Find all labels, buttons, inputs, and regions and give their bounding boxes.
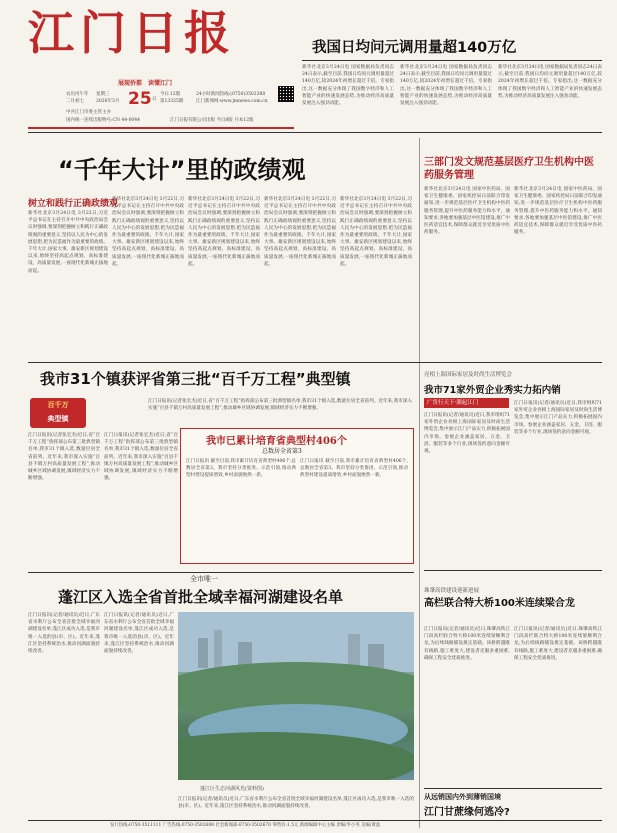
- expo-tag: 广货行天下·潮起江门: [424, 398, 509, 408]
- footer-story-title: 从远销国内外到薄销国境: [424, 792, 501, 801]
- logo-line-1: 百千万: [47, 400, 69, 409]
- expo-headline: 我市71家外贸企业秀实力拓内销: [424, 385, 561, 396]
- footer-info: 发行热线:0750-3511111 广告热线:0750-3502688 社会新闻部:0750-3502670 零售价:1.5元 新闻编辑中心主编 责编/李小英 美编/黄盈: [110, 823, 381, 828]
- masthead-divider: [28, 127, 294, 129]
- lead-headline: 我国日均问元调用量超140万亿: [312, 40, 517, 56]
- news-hotline: 24小时新闻热线:(0750)3502388: [196, 92, 266, 97]
- section-rule-2: [28, 362, 602, 363]
- third-kicker: 全市唯一: [190, 575, 218, 583]
- website: 江门新闻网:www.jmnews.com.cn: [196, 99, 268, 104]
- health-body-col1: 新华社北京3月24日电 国家中医药局、国家卫生健康委、国家疾控局日前联合印发通知,进一步规范基层医疗卫生机构中医药服务管理,提升中医药服务能力和水平。通知要求,各地要加强基层中医馆建设,推广中医药适宜技术,保障群众就近享受优质中医药服务。: [424, 187, 510, 236]
- river-lake-illustration: [178, 612, 414, 780]
- third-body-col2: 江门日报讯(记者/通讯员)近日,广东省水利厅公布全省首批全域幸福河湖建设名单,蓬江区成功入选,是我市唯一入选的县(市、区)。近年来,蓬江区坚持系统治水,推动河湖面貌持续改善。: [104, 613, 174, 655]
- section-rule-5: [424, 788, 602, 789]
- health-headline: 三部门发文规范基层医疗卫生机构中医药服务管理: [424, 157, 594, 181]
- third-headline: 蓬江区入选全省首批全域幸福河湖建设名单: [58, 588, 344, 606]
- main-body-col3: 新华社北京3月24日电 3月22日,习近平总书记在主持召开中共中央政治局会议时强调,要深刻把握树立和践行正确政绩观的重要意义,坚持以人民为中心的发展思想,把为民造福作为最重要的政绩。千年大计,国家大事。雄安新区规划建设以来,始终坚持高起点规划、高标准建设、高质量发展,一座现代化新城正拔地而起。: [188, 197, 260, 267]
- inset-headline: 我市已累计培育省典型村406个: [206, 436, 347, 447]
- bridge-body-col2: 江门日报讯(记者/通讯员)近日,珠肇高铁江门段高栏联合特大桥100米连续梁顺利合龙,为后续线路铺设奠定基础。该桥跨越既有线路,施工难度大,建设者克服多重困难,确保工程安全优质推进。: [514, 627, 602, 661]
- sidebar-headline: 树立和践行正确政绩观: [28, 199, 119, 209]
- column-divider: [419, 138, 420, 828]
- lead-body-col3: 新华社北京3月24日电 国家数据局负责同志24日表示,截至目前,我国日均问元调用量超过140万亿,较2024年初增长超过千倍。专家指出,这一数据充分体现了我国数字经济和人工智能产业的快速发展态势,为推动经济高质量发展注入强劲动能。: [498, 65, 602, 99]
- river-lake-photo: [178, 612, 414, 780]
- issue-today: 今日: [160, 92, 169, 97]
- logo-line-2: 典型镇: [47, 414, 69, 423]
- bridge-headline: 高栏联合特大桥100米连续梁合龙: [424, 598, 575, 609]
- inset-subheadline: 总数居全省第3: [262, 448, 302, 455]
- issue-number: 第13325期: [160, 99, 184, 104]
- photo-caption: 蓬江区生态河湖风光(资料图): [200, 786, 264, 792]
- main-body-col4: 新华社北京3月24日电 3月22日,习近平总书记在主持召开中共中央政治局会议时强调,要深刻把握树立和践行正确政绩观的重要意义,坚持以人民为中心的发展思想,把为民造福作为最重要的政绩。千年大计,国家大事。雄安新区规划建设以来,始终坚持高起点规划、高标准建设、高质量发展,一座现代化新城正拔地而起。: [264, 197, 336, 267]
- expo-body-col2: 江门日报讯(记者/通讯员)近日,我市组织71家外贸企业亮相上海国际家居及时尚生活博览会,集中展示江门产品实力,积极拓展国内市场。参展企业涵盖家居、五金、卫浴、服装等多个行业,现场签约意向金额可观。: [514, 401, 602, 435]
- weekday: 星期三: [96, 92, 110, 97]
- second-body-col1: 江门日报讯(记者张宏杰)近日,省“百千万工程”指挥部公布第三批典型镇名单,我市31个镇入选,数量位居全省前列。近年来,我市深入实施“百县千镇万村高质量发展工程”,推动城乡区域协调发展,镇域经济实力不断增强。: [28, 433, 100, 482]
- lunar-day: 二月初七: [66, 99, 84, 104]
- third-body-col1: 江门日报讯(记者/通讯员)近日,广东省水利厅公布全省首批全域幸福河湖建设名单,蓬江区成功入选,是我市唯一入选的县(市、区)。近年来,蓬江区坚持系统治水,推动河湖面貌持续改善。: [28, 613, 100, 655]
- footer-rule: [28, 820, 602, 821]
- sponsor: 中共江门市委主管主办: [66, 110, 111, 115]
- expo-body-col1: 江门日报讯(记者/通讯员)近日,我市组织71家外贸企业亮相上海国际家居及时尚生活博览会,集中展示江门产品实力,积极拓展国内市场。参展企业涵盖家居、五金、卫浴、服装等多个行业,现场签约意向金额可观。: [424, 413, 510, 455]
- baiqianwan-logo: [30, 398, 86, 428]
- second-body-top: 江门日报讯(记者张宏杰)近日,省“百千万工程”指挥部公布第三批典型镇名单,我市31个镇入选,数量位居全省前列。近年来,我市深入实施“百县千镇万村高质量发展工程”,推动城乡区域协调发展,镇域经济实力不断增强。: [148, 399, 412, 412]
- lead-rule: [302, 60, 602, 61]
- masthead-title: 江门日报: [28, 6, 236, 60]
- inset-body-col1: 江门日报讯 截至目前,我市累计培育省典型村406个,总数居全省第3。我市坚持分类推进、示范引领,推动典型村建设提质增效,乡村面貌焕然一新。: [186, 459, 296, 479]
- qr-code-icon: [278, 86, 294, 102]
- bridge-kicker: 珠肇高铁建设迎新进展: [424, 588, 480, 594]
- masthead-slogan-2: 读懂江门: [148, 80, 173, 87]
- lunar-date: 农历丙午年: [66, 92, 89, 97]
- date-year-month: 2026年3月: [96, 99, 120, 104]
- inset-body-col2: 江门日报讯 截至目前,我市累计培育省典型村406个,总数居全省第3。我市坚持分类推进、示范引领,推动典型村建设提质增效,乡村面貌焕然一新。: [300, 459, 408, 479]
- masthead-slogan-1: 展现侨都: [118, 80, 143, 87]
- lead-body-col2: 新华社北京3月24日电 国家数据局负责同志24日表示,截至目前,我国日均问元调用量超过140万亿,较2024年初增长超过千倍。专家指出,这一数据充分体现了我国数字经济和人工智能产业的快速发展态势,为推动经济高质量发展注入强劲动能。: [400, 65, 492, 107]
- main-body-col2: 新华社北京3月24日电 3月22日,习近平总书记在主持召开中共中央政治局会议时强调,要深刻把握树立和践行正确政绩观的重要意义,坚持以人民为中心的发展思想,把为民造福作为最重要的政绩。千年大计,国家大事。雄安新区规划建设以来,始终坚持高起点规划、高标准建设、高质量发展,一座现代化新城正拔地而起。: [112, 197, 184, 267]
- section-rule-3: [424, 570, 602, 571]
- bridge-body-col1: 江门日报讯(记者/通讯员)近日,珠肇高铁江门段高栏联合特大桥100米连续梁顺利合龙,为后续线路铺设奠定基础。该桥跨越既有线路,施工难度大,建设者克服多重困难,确保工程安全优质推进。: [424, 627, 510, 661]
- main-headline: “千年大计”里的政绩观: [58, 156, 306, 184]
- main-body-col1: 新华社北京3月24日电 3月22日,习近平总书记在主持召开中共中央政治局会议时强调,要深刻把握树立和践行正确政绩观的重要意义,坚持以人民为中心的发展思想,把为民造福作为最重要的政绩。千年大计,国家大事。雄安新区规划建设以来,始终坚持高起点规划、高标准建设、高质量发展,一座现代化新城正拔地而起。: [28, 211, 108, 274]
- footer-story-subtitle: 江门甘蔗缘何逃冷?: [424, 807, 510, 818]
- day-label: 日: [152, 97, 157, 102]
- main-body-col5: 新华社北京3月24日电 3月22日,习近平总书记在主持召开中共中央政治局会议时强调,要深刻把握树立和践行正确政绩观的重要意义,坚持以人民为中心的发展思想,把为民造福作为最重要的政绩。千年大计,国家大事。雄安新区规划建设以来,始终坚持高起点规划、高标准建设、高质量发展,一座现代化新城正拔地而起。: [340, 197, 412, 267]
- edition-note: 江门日报有限公司出版 今日8版 开本12版: [170, 118, 254, 123]
- section-rule: [28, 132, 602, 133]
- day-number: 25: [128, 89, 152, 109]
- section-rule-4: [28, 572, 414, 573]
- issue-pages: 12版: [170, 92, 181, 97]
- second-headline: 我市31个镇获评省第三批“百千万工程”典型镇: [40, 370, 351, 388]
- expo-kicker: 亮相上海国际家居及时尚生活博览会: [424, 372, 513, 378]
- health-body-col2: 新华社北京3月24日电 国家中医药局、国家卫生健康委、国家疾控局日前联合印发通知,进一步规范基层医疗卫生机构中医药服务管理,提升中医药服务能力和水平。通知要求,各地要加强基层中医馆建设,推广中医药适宜技术,保障群众就近享受优质中医药服务。: [514, 187, 602, 236]
- second-body-col2: 江门日报讯(记者张宏杰)近日,省“百千万工程”指挥部公布第三批典型镇名单,我市31个镇入选,数量位居全省前列。近年来,我市深入实施“百县千镇万村高质量发展工程”,推动城乡区域协调发展,镇域经济实力不断增强。: [104, 433, 178, 482]
- lead-body-col1: 新华社北京3月24日电 国家数据局负责同志24日表示,截至目前,我国日均问元调用量超过140万亿,较2024年初增长超过千倍。专家指出,这一数据充分体现了我国数字经济和人工智能产业的快速发展态势,为推动经济高质量发展注入强劲动能。: [302, 65, 394, 107]
- cn-number: 国内统一连续出版物号:CN 44-0044: [66, 118, 141, 123]
- third-body-bottom: 江门日报讯(记者/通讯员)近日,广东省水利厅公布全省首批全域幸福河湖建设名单,蓬江区成功入选,是我市唯一入选的县(市、区)。近年来,蓬江区坚持系统治水,推动河湖面貌持续改善。: [178, 797, 414, 810]
